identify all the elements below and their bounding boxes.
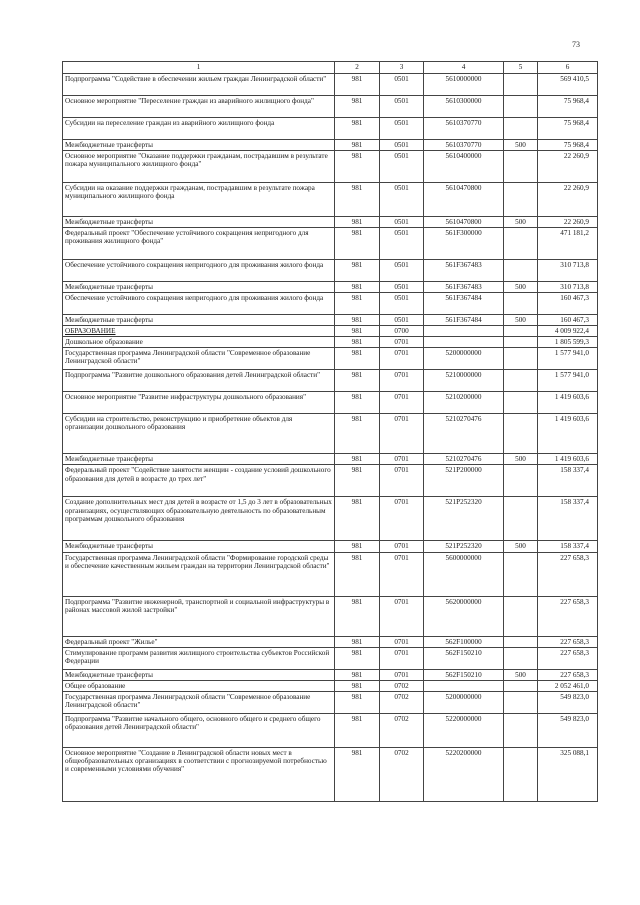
item-name: Межбюджетные трансферты (63, 217, 335, 228)
target-article-code: 521P200000 (424, 465, 504, 497)
item-name: Основное мероприятие "Развитие инфраструктуры дошкольного образования" (63, 392, 335, 414)
header-col-3: 3 (380, 62, 424, 74)
target-article-code: 5220000000 (424, 713, 504, 747)
target-article-code: 5210200000 (424, 392, 504, 414)
section-code: 0501 (380, 217, 424, 228)
ministry-code: 981 (335, 596, 380, 636)
table-row (63, 151, 598, 183)
item-name: Общее образование (63, 680, 335, 691)
expense-type-code (504, 552, 538, 596)
expense-type-code (504, 183, 538, 217)
amount: 1 419 603,6 (538, 454, 598, 465)
table-row (63, 348, 598, 370)
ministry-code: 981 (335, 497, 380, 541)
section-code: 0501 (380, 315, 424, 326)
ministry-code: 981 (335, 315, 380, 326)
amount: 1 419 603,6 (538, 414, 598, 454)
section-code: 0501 (380, 183, 424, 217)
expense-type-code (504, 118, 538, 140)
expense-type-code (504, 747, 538, 801)
target-article-code: 521P252320 (424, 497, 504, 541)
amount: 2 052 461,0 (538, 680, 598, 691)
item-name: Государственная программа Ленинградской области "Формирование городской среды и обеспечение качественным жильем граждан на территории Ленинградской области" (63, 552, 335, 596)
header-row (63, 62, 598, 74)
table-row (63, 118, 598, 140)
ministry-code: 981 (335, 541, 380, 552)
table-row (63, 713, 598, 747)
table-row (63, 282, 598, 293)
item-name: Подпрограмма "Развитие начального общего, основного общего и среднего общего образования детей Ленинградской области" (63, 713, 335, 747)
table-row (63, 140, 598, 151)
target-article-code (424, 326, 504, 337)
expense-type-code (504, 228, 538, 260)
item-name: Обеспечение устойчивого сокращения непригодного для проживания жилого фонда (63, 260, 335, 282)
ministry-code: 981 (335, 96, 380, 118)
section-code: 0700 (380, 326, 424, 337)
table-row (63, 74, 598, 96)
target-article-code: 5610370770 (424, 118, 504, 140)
target-article-code: 5620000000 (424, 596, 504, 636)
ministry-code: 981 (335, 183, 380, 217)
item-name: Межбюджетные трансферты (63, 669, 335, 680)
expense-type-code: 500 (504, 217, 538, 228)
amount: 22 260,9 (538, 217, 598, 228)
section-code: 0501 (380, 228, 424, 260)
item-name: Основное мероприятие "Переселение граждан из аварийного жилищного фонда" (63, 96, 335, 118)
table-row (63, 596, 598, 636)
header-col-5: 5 (504, 62, 538, 74)
table-row (63, 315, 598, 326)
expense-type-code (504, 414, 538, 454)
amount: 160 467,3 (538, 293, 598, 315)
ministry-code: 981 (335, 713, 380, 747)
amount: 1 419 603,6 (538, 392, 598, 414)
section-code: 0701 (380, 348, 424, 370)
ministry-code: 981 (335, 392, 380, 414)
item-name: Федеральный проект "Обеспечение устойчивого сокращения непригодного для проживания жилищного фонда" (63, 228, 335, 260)
ministry-code: 981 (335, 282, 380, 293)
section-code: 0701 (380, 647, 424, 669)
table-body (63, 74, 598, 802)
target-article-code (424, 337, 504, 348)
target-article-code: 5200000000 (424, 691, 504, 713)
item-name: Субсидии на строительство, реконструкцию и приобретение объектов для организации дошкольного образования (63, 414, 335, 454)
section-code: 0501 (380, 151, 424, 183)
table-row (63, 217, 598, 228)
item-name: Стимулирование программ развития жилищного строительства субъектов Российской Федерации (63, 647, 335, 669)
expense-type-code (504, 596, 538, 636)
ministry-code: 981 (335, 370, 380, 392)
ministry-code: 981 (335, 691, 380, 713)
section-code: 0701 (380, 454, 424, 465)
target-article-code: 5600000000 (424, 552, 504, 596)
ministry-code: 981 (335, 647, 380, 669)
target-article-code: 521P252320 (424, 541, 504, 552)
item-name: Подпрограмма "Развитие дошкольного образования детей Ленинградской области" (63, 370, 335, 392)
amount: 227 658,3 (538, 636, 598, 647)
section-code: 0501 (380, 260, 424, 282)
ministry-code: 981 (335, 669, 380, 680)
amount: 75 968,4 (538, 140, 598, 151)
section-code: 0701 (380, 497, 424, 541)
expense-type-code (504, 691, 538, 713)
expense-type-code (504, 96, 538, 118)
item-name: Подпрограмма "Развитие инженерной, транспортной и социальной инфраструктуры в районах массовой жилой застройки" (63, 596, 335, 636)
expense-type-code (504, 497, 538, 541)
ministry-code: 981 (335, 140, 380, 151)
ministry-code: 981 (335, 260, 380, 282)
amount: 1 577 941,0 (538, 348, 598, 370)
item-name: Подпрограмма "Содействие в обеспечении жильем граждан Ленинградской области" (63, 74, 335, 96)
target-article-code (424, 680, 504, 691)
section-code: 0701 (380, 596, 424, 636)
section-code: 0702 (380, 691, 424, 713)
target-article-code: 561F300000 (424, 228, 504, 260)
expense-type-code: 500 (504, 669, 538, 680)
target-article-code: 5220200000 (424, 747, 504, 801)
budget-table (62, 61, 598, 802)
section-code: 0501 (380, 140, 424, 151)
expense-type-code (504, 392, 538, 414)
section-code: 0501 (380, 118, 424, 140)
target-article-code: 561F367484 (424, 315, 504, 326)
amount: 227 658,3 (538, 552, 598, 596)
ministry-code: 981 (335, 552, 380, 596)
ministry-code: 981 (335, 414, 380, 454)
expense-type-code (504, 260, 538, 282)
amount: 22 260,9 (538, 151, 598, 183)
section-code: 0501 (380, 96, 424, 118)
header-col-6: 6 (538, 62, 598, 74)
header-col-4: 4 (424, 62, 504, 74)
table-row (63, 691, 598, 713)
target-article-code: 562F150210 (424, 647, 504, 669)
target-article-code: 5210270476 (424, 454, 504, 465)
section-code: 0701 (380, 370, 424, 392)
amount: 569 410,5 (538, 74, 598, 96)
target-article-code: 5610300000 (424, 96, 504, 118)
ministry-code: 981 (335, 680, 380, 691)
section-code: 0702 (380, 680, 424, 691)
expense-type-code: 500 (504, 140, 538, 151)
target-article-code: 562F150210 (424, 669, 504, 680)
expense-type-code: 500 (504, 541, 538, 552)
target-article-code: 5210000000 (424, 370, 504, 392)
amount: 75 968,4 (538, 96, 598, 118)
amount: 1 577 941,0 (538, 370, 598, 392)
section-code: 0701 (380, 636, 424, 647)
target-article-code: 561F367484 (424, 293, 504, 315)
amount: 4 009 922,4 (538, 326, 598, 337)
header-col-2: 2 (335, 62, 380, 74)
table-row (63, 497, 598, 541)
table-row (63, 337, 598, 348)
header-col-1: 1 (63, 62, 335, 74)
amount: 310 713,8 (538, 282, 598, 293)
table-row (63, 370, 598, 392)
expense-type-code: 500 (504, 315, 538, 326)
target-article-code: 5200000000 (424, 348, 504, 370)
item-name: Федеральный проект "Жилье" (63, 636, 335, 647)
table-row (63, 392, 598, 414)
amount: 75 968,4 (538, 118, 598, 140)
section-code: 0701 (380, 465, 424, 497)
ministry-code: 981 (335, 293, 380, 315)
item-name: Дошкольное образование (63, 337, 335, 348)
expense-type-code (504, 74, 538, 96)
ministry-code: 981 (335, 348, 380, 370)
table-row (63, 228, 598, 260)
ministry-code: 981 (335, 151, 380, 183)
table-row (63, 636, 598, 647)
item-name: Государственная программа Ленинградской области "Современное образование Ленинградской области" (63, 348, 335, 370)
expense-type-code (504, 337, 538, 348)
target-article-code: 5610400000 (424, 151, 504, 183)
ministry-code: 981 (335, 454, 380, 465)
amount: 158 337,4 (538, 497, 598, 541)
target-article-code: 5610470800 (424, 217, 504, 228)
target-article-code: 562F100000 (424, 636, 504, 647)
amount: 325 088,1 (538, 747, 598, 801)
section-code: 0702 (380, 747, 424, 801)
table-row (63, 260, 598, 282)
expense-type-code (504, 348, 538, 370)
amount: 227 658,3 (538, 647, 598, 669)
item-name: Межбюджетные трансферты (63, 454, 335, 465)
item-name: Межбюджетные трансферты (63, 541, 335, 552)
expense-type-code (504, 680, 538, 691)
table-row (63, 454, 598, 465)
amount: 227 658,3 (538, 669, 598, 680)
amount: 471 181,2 (538, 228, 598, 260)
expense-type-code (504, 326, 538, 337)
table-header (63, 62, 598, 74)
section-code: 0702 (380, 713, 424, 747)
section-code: 0701 (380, 541, 424, 552)
item-name: Межбюджетные трансферты (63, 282, 335, 293)
amount: 1 805 599,3 (538, 337, 598, 348)
item-name: Межбюджетные трансферты (63, 315, 335, 326)
item-name: Федеральный проект "Содействие занятости женщин - создание условий дошкольного образования для детей в возрасте до трех лет" (63, 465, 335, 497)
item-name: Основное мероприятие "Создание в Ленинградской области новых мест в общеобразовательных организациях в соответствии с прогнозируемой потребностью и современными условиями обучения" (63, 747, 335, 801)
amount: 549 823,0 (538, 691, 598, 713)
section-code: 0701 (380, 414, 424, 454)
amount: 310 713,8 (538, 260, 598, 282)
section-code: 0701 (380, 669, 424, 680)
amount: 160 467,3 (538, 315, 598, 326)
ministry-code: 981 (335, 228, 380, 260)
table-row (63, 669, 598, 680)
expense-type-code (504, 293, 538, 315)
expense-type-code (504, 636, 538, 647)
table-row (63, 747, 598, 801)
item-name: Создание дополнительных мест для детей в возрасте от 1,5 до 3 лет в образовательных организациях, осуществляющих образовательную деятельность по образовательным программам дошкольного образования (63, 497, 335, 541)
ministry-code: 981 (335, 118, 380, 140)
target-article-code: 561F367483 (424, 260, 504, 282)
item-name: Обеспечение устойчивого сокращения непригодного для проживания жилого фонда (63, 293, 335, 315)
section-code: 0501 (380, 293, 424, 315)
amount: 549 823,0 (538, 713, 598, 747)
item-name: Межбюджетные трансферты (63, 140, 335, 151)
amount: 227 658,3 (538, 596, 598, 636)
section-code: 0701 (380, 552, 424, 596)
expense-type-code (504, 370, 538, 392)
item-name: Государственная программа Ленинградской области "Современное образование Ленинградской области" (63, 691, 335, 713)
expense-type-code: 500 (504, 282, 538, 293)
table-row (63, 541, 598, 552)
expense-type-code (504, 647, 538, 669)
target-article-code: 5610000000 (424, 74, 504, 96)
ministry-code: 981 (335, 74, 380, 96)
item-name: Основное мероприятие "Оказание поддержки гражданам, пострадавшим в результате пожара муниципального жилищного фонда" (63, 151, 335, 183)
page-number: 73 (572, 40, 580, 49)
item-name: ОБРАЗОВАНИЕ (63, 326, 335, 337)
section-code: 0701 (380, 392, 424, 414)
table-row (63, 183, 598, 217)
table-row (63, 96, 598, 118)
ministry-code: 981 (335, 636, 380, 647)
table-row (63, 647, 598, 669)
expense-type-code (504, 713, 538, 747)
target-article-code: 5610370770 (424, 140, 504, 151)
expense-type-code (504, 151, 538, 183)
section-code: 0501 (380, 74, 424, 96)
target-article-code: 5610470800 (424, 183, 504, 217)
item-name: Субсидии на переселение граждан из аварийного жилищного фонда (63, 118, 335, 140)
amount: 158 337,4 (538, 541, 598, 552)
expense-type-code (504, 465, 538, 497)
table-row (63, 326, 598, 337)
ministry-code: 981 (335, 465, 380, 497)
table-row (63, 465, 598, 497)
ministry-code: 981 (335, 747, 380, 801)
section-code: 0701 (380, 337, 424, 348)
table-row (63, 414, 598, 454)
section-code: 0501 (380, 282, 424, 293)
amount: 158 337,4 (538, 465, 598, 497)
ministry-code: 981 (335, 337, 380, 348)
table-row (63, 552, 598, 596)
target-article-code: 5210270476 (424, 414, 504, 454)
target-article-code: 561F367483 (424, 282, 504, 293)
expense-type-code: 500 (504, 454, 538, 465)
ministry-code: 981 (335, 217, 380, 228)
item-name: Субсидии на оказание поддержки гражданам, пострадавшим в результате пожара муниципального жилищного фонда (63, 183, 335, 217)
table-row (63, 680, 598, 691)
amount: 22 260,9 (538, 183, 598, 217)
ministry-code: 981 (335, 326, 380, 337)
table-row (63, 293, 598, 315)
